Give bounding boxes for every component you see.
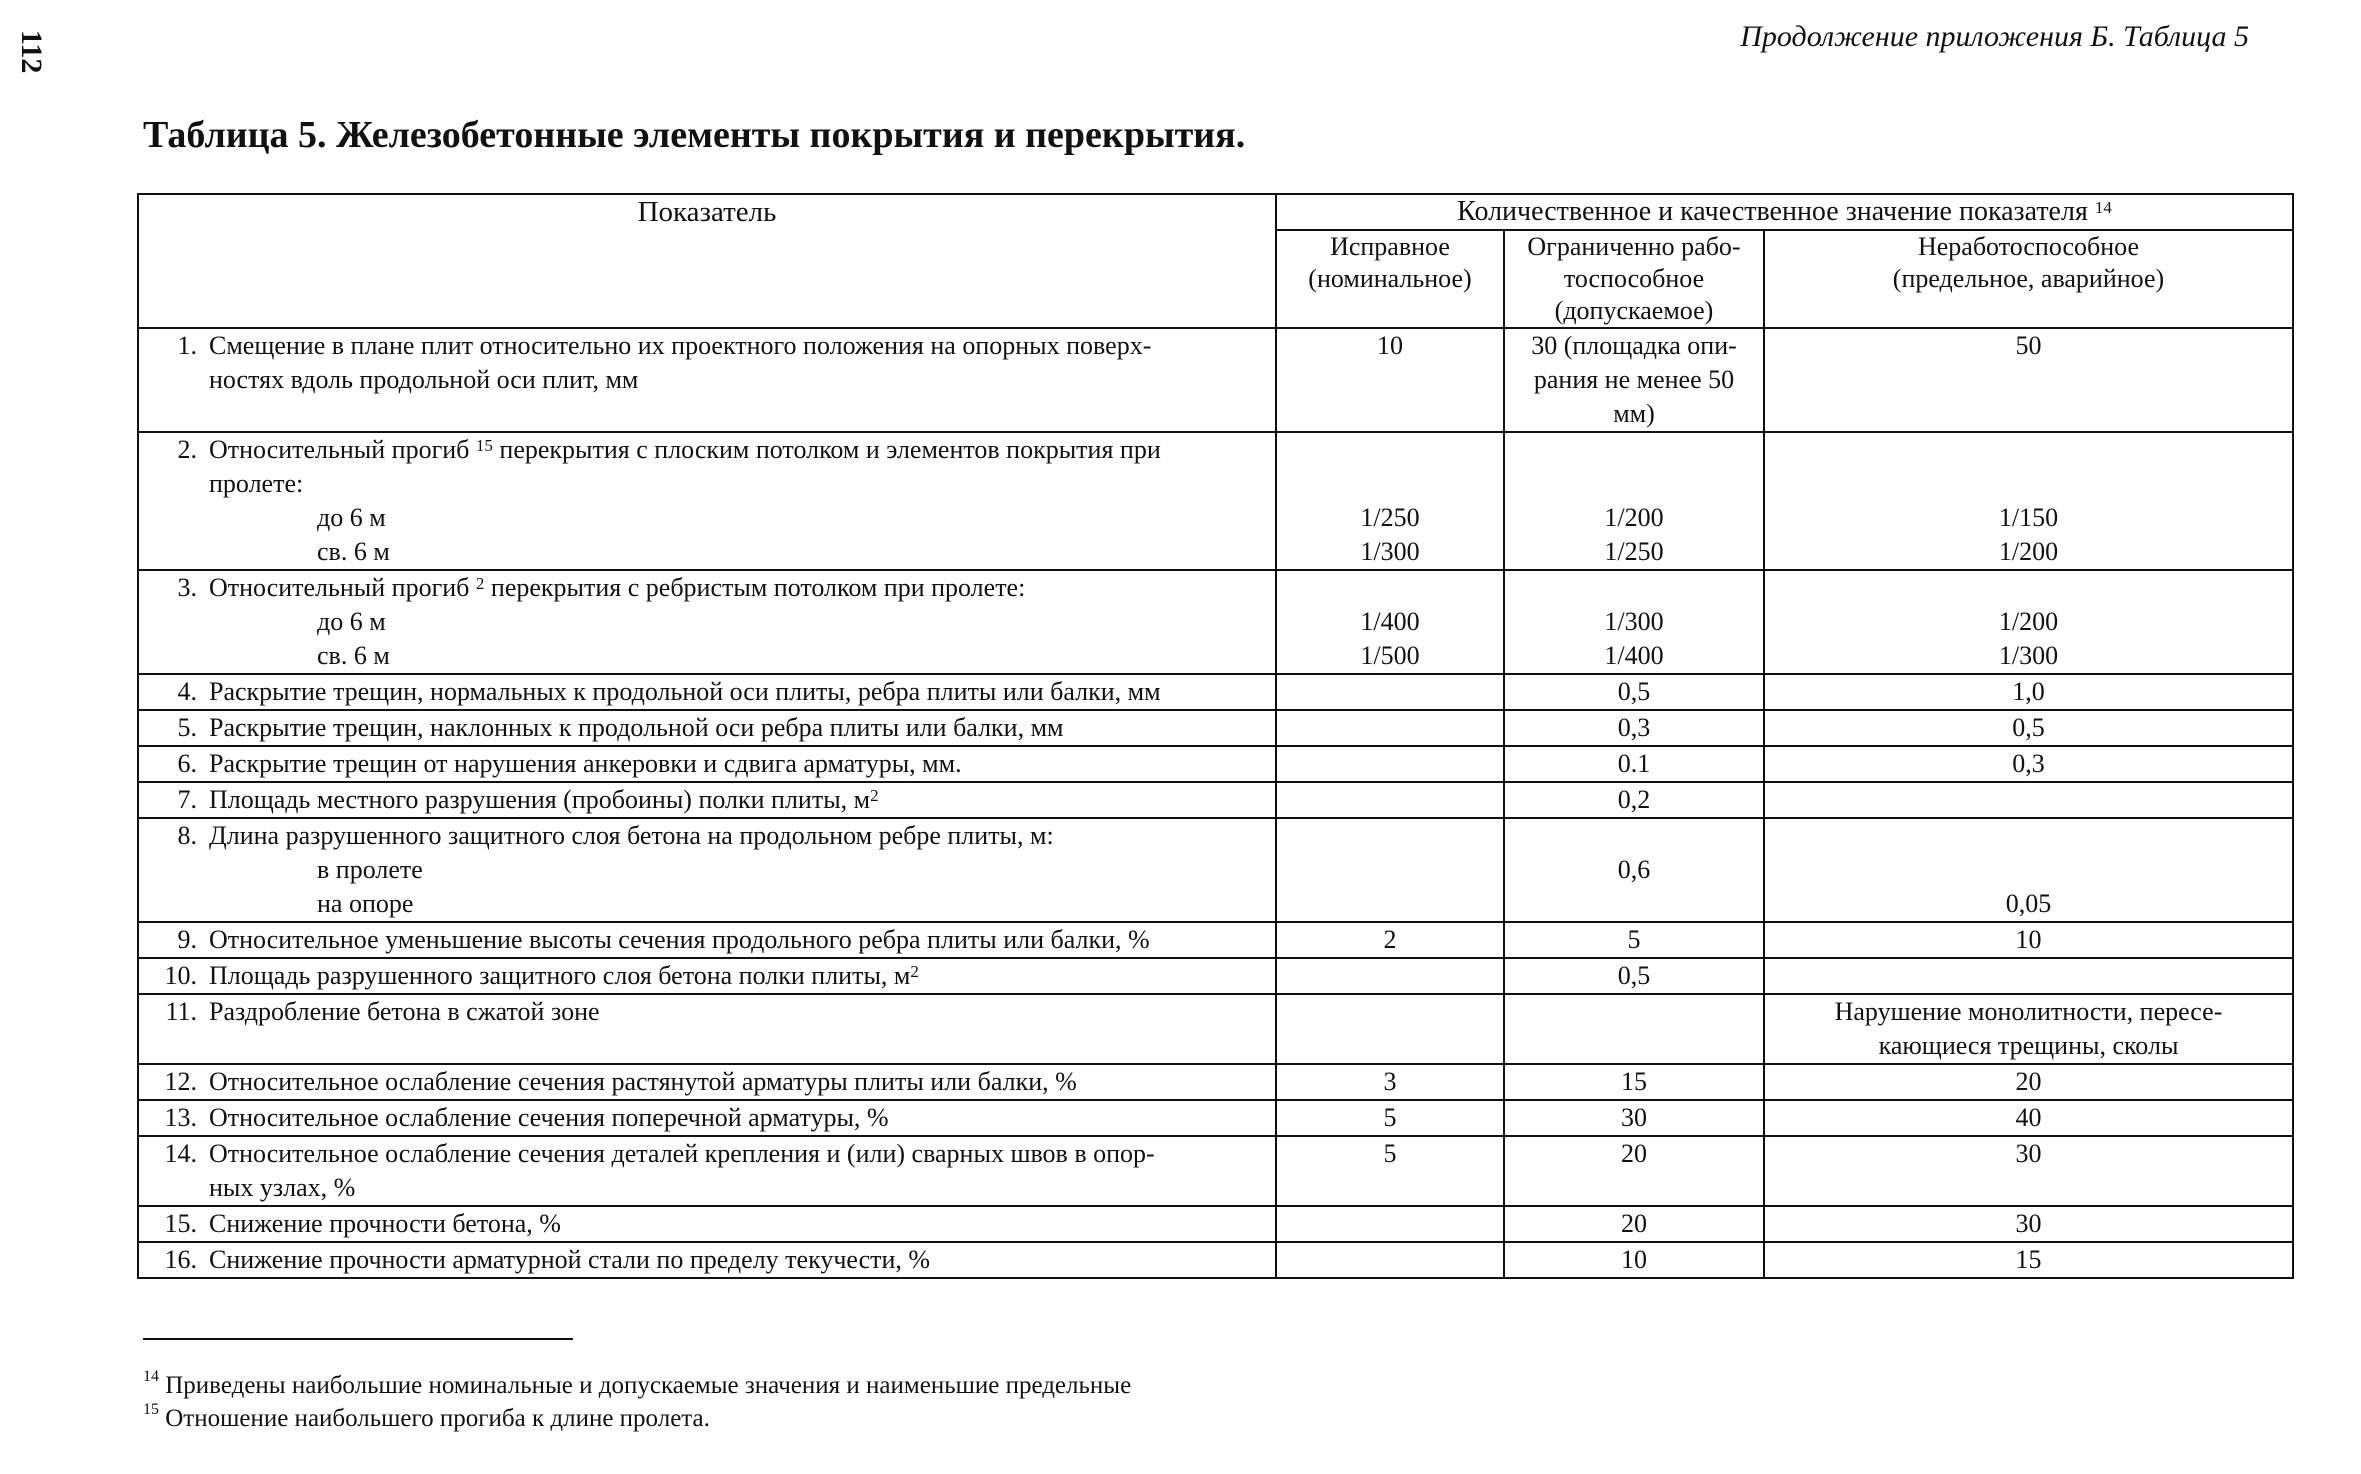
row-label <box>209 1243 1267 1277</box>
value-serviceable <box>1276 818 1504 922</box>
value-line: 1/150 <box>1998 503 2059 532</box>
row-label <box>209 675 1267 709</box>
footnote-mark: 15 <box>143 1401 159 1418</box>
table-row <box>138 328 2293 432</box>
header-indicator: Показатель <box>138 194 1276 328</box>
header-col-serviceable <box>1276 230 1504 328</box>
row-label-line: Относительный прогиб <box>209 435 470 464</box>
value-line: 0,3 <box>2012 749 2045 778</box>
value-line: 5 <box>1383 1139 1397 1168</box>
header-group-note: 14 <box>2094 198 2112 217</box>
value-inoperable <box>1764 746 2293 782</box>
value-inoperable <box>1764 782 2293 818</box>
indicators-table <box>137 193 2294 1279</box>
spacer <box>1773 433 2284 467</box>
value-limited <box>1504 570 1764 674</box>
row-label <box>209 923 1267 957</box>
value-limited <box>1504 328 1764 432</box>
table-row <box>138 674 2293 710</box>
row-label-line: Относительный прогиб <box>209 573 470 602</box>
header-col2-line: тоспособное <box>1563 264 1705 293</box>
running-head: Продолжение приложения Б. Таблица 5 <box>1740 20 2249 53</box>
value-line: 1/400 <box>1360 607 1420 636</box>
row-number: 15. <box>164 1209 197 1238</box>
table-row <box>138 432 2293 570</box>
value-inoperable <box>1764 1242 2293 1278</box>
row-label <box>209 1065 1267 1099</box>
row-indicator <box>138 958 1276 994</box>
value-line: 0.1 <box>1617 749 1651 778</box>
value-serviceable <box>1276 1206 1504 1242</box>
row-sublabel: св. 6 м <box>317 641 390 670</box>
row-indicator <box>138 710 1276 746</box>
value-line: рания не менее 50 <box>1533 365 1735 394</box>
header-col2-line: Ограниченно рабо- <box>1527 232 1741 261</box>
row-number: 8. <box>177 821 197 850</box>
row-label-line: Раскрытие трещин от нарушения анкеровки и сдвига арматуры, мм. <box>209 749 962 778</box>
table-row <box>138 1206 2293 1242</box>
value-serviceable <box>1276 674 1504 710</box>
header-col1-line: (номинальное) <box>1308 264 1472 293</box>
row-number: 12. <box>164 1067 197 1096</box>
row-label-line: ных узлах, % <box>209 1173 356 1202</box>
row-sublabel: св. 6 м <box>317 537 390 566</box>
row-number: 2. <box>177 435 197 464</box>
row-number: 14. <box>164 1139 197 1168</box>
value-serviceable <box>1276 328 1504 432</box>
row-indicator <box>138 922 1276 958</box>
value-line: 0,05 <box>2005 889 2052 918</box>
value-line: 0,5 <box>2012 713 2045 742</box>
row-label <box>209 959 1267 993</box>
spacer <box>1773 467 2284 501</box>
row-label-line: перекрытия с плоским потолком и элементов покрытия при <box>499 435 1161 464</box>
value-limited <box>1504 922 1764 958</box>
value-line: 15 <box>2015 1245 2042 1274</box>
value-inoperable <box>1764 1100 2293 1136</box>
value-serviceable <box>1276 710 1504 746</box>
value-line: 10 <box>1377 331 1403 360</box>
footnote-mark: 14 <box>143 1368 159 1385</box>
row-number: 4. <box>177 677 197 706</box>
table-row <box>138 782 2293 818</box>
value-limited <box>1504 1242 1764 1278</box>
table-row <box>138 994 2293 1064</box>
table-row <box>138 570 2293 674</box>
value-line: 20 <box>1621 1139 1647 1168</box>
value-line: 1/200 <box>1604 503 1664 532</box>
footnote-ref: 2 <box>475 574 485 593</box>
row-label-line: Раздробление бетона в сжатой зоне <box>209 997 600 1026</box>
value-serviceable <box>1276 1136 1504 1206</box>
row-label-line: Снижение прочности арматурной стали по пределу текучести, % <box>209 1245 931 1274</box>
row-label <box>209 1101 1267 1135</box>
value-serviceable <box>1276 958 1504 994</box>
unit-superscript: 2 <box>870 786 879 805</box>
value-line: 0,5 <box>1617 961 1651 990</box>
value-line: 1/300 <box>1998 641 2059 670</box>
value-line: 50 <box>2015 331 2042 360</box>
row-indicator <box>138 432 1276 570</box>
row-label-line: Длина разрушенного защитного слоя бетона на продольном ребре плиты, м: <box>209 821 1054 850</box>
header-col1-line: Исправное <box>1330 232 1450 261</box>
value-limited <box>1504 1064 1764 1100</box>
value-serviceable <box>1276 1064 1504 1100</box>
table-row <box>138 1136 2293 1206</box>
row-number: 6. <box>177 749 197 778</box>
header-col2-line: (допускаемое) <box>1554 296 1714 325</box>
value-line: 1/200 <box>1998 607 2059 636</box>
spacer <box>1773 819 2284 853</box>
value-inoperable <box>1764 710 2293 746</box>
value-inoperable <box>1764 432 2293 570</box>
value-line: 0,2 <box>1617 785 1651 814</box>
value-line: Нарушение монолитности, пересе- <box>1834 997 2223 1026</box>
row-indicator <box>138 674 1276 710</box>
value-limited <box>1504 818 1764 922</box>
value-inoperable <box>1764 1064 2293 1100</box>
value-line: 15 <box>1621 1067 1647 1096</box>
spacer <box>1285 433 1495 467</box>
table-title: Таблица 5. Железобетонные элементы покрытия и перекрытия. <box>143 114 1246 156</box>
footnote-ref: 15 <box>475 436 493 455</box>
value-line: 30 <box>2015 1209 2042 1238</box>
value-line: 2 <box>1383 925 1397 954</box>
value-inoperable <box>1764 674 2293 710</box>
row-label <box>209 711 1267 745</box>
value-line: 0,3 <box>1617 713 1651 742</box>
value-line: 30 <box>1621 1103 1647 1132</box>
table-row <box>138 958 2293 994</box>
spacer <box>1513 819 1755 853</box>
value-line: 1/400 <box>1604 641 1664 670</box>
header-col3-line: Неработоспособное <box>1917 232 2140 261</box>
row-label-line: Смещение в плане плит относительно их проектного положения на опорных поверх- <box>209 331 1152 360</box>
value-line: 5 <box>1383 1103 1397 1132</box>
footnote-divider <box>143 1338 573 1340</box>
row-number: 3. <box>177 573 197 602</box>
table-row <box>138 1064 2293 1100</box>
header-group <box>1276 194 2293 230</box>
value-line: 1/500 <box>1360 641 1420 670</box>
row-label <box>209 747 1267 781</box>
row-label-line: Относительное ослабление сечения растянутой арматуры плиты или балки, % <box>209 1067 1077 1096</box>
value-inoperable <box>1764 818 2293 922</box>
header-col-limited <box>1504 230 1764 328</box>
row-label-line: Площадь местного разрушения (пробоины) полки плиты, м <box>209 785 871 814</box>
row-indicator <box>138 1136 1276 1206</box>
row-label-line: Снижение прочности бетона, % <box>209 1209 561 1238</box>
value-line: 40 <box>2015 1103 2042 1132</box>
row-label <box>209 995 1267 1029</box>
value-limited <box>1504 1136 1764 1206</box>
value-line: 1,0 <box>2012 677 2045 706</box>
value-line: 3 <box>1383 1067 1397 1096</box>
footnote-text: Приведены наибольшие номинальные и допускаемые значения и наименьшие предельные <box>165 1372 1132 1399</box>
value-line: 10 <box>1621 1245 1647 1274</box>
value-limited <box>1504 958 1764 994</box>
spacer <box>1513 571 1755 605</box>
row-sublabel: в пролете <box>317 855 423 884</box>
row-indicator <box>138 1100 1276 1136</box>
value-limited <box>1504 674 1764 710</box>
value-line: 20 <box>2015 1067 2042 1096</box>
value-serviceable <box>1276 746 1504 782</box>
value-limited <box>1504 782 1764 818</box>
value-line: 0,6 <box>1617 855 1651 884</box>
value-limited <box>1504 1206 1764 1242</box>
value-serviceable <box>1276 432 1504 570</box>
header-col3-line: (предельное, аварийное) <box>1892 264 2165 293</box>
table-row <box>138 710 2293 746</box>
spacer <box>1285 571 1495 605</box>
row-label <box>209 433 1267 501</box>
table-row <box>138 922 2293 958</box>
value-inoperable <box>1764 1206 2293 1242</box>
row-number: 5. <box>177 713 197 742</box>
value-line: 30 <box>2015 1139 2042 1168</box>
row-sublabel: до 6 м <box>317 503 386 532</box>
row-label <box>209 329 1267 397</box>
row-indicator <box>138 746 1276 782</box>
row-number: 11. <box>165 997 197 1026</box>
row-sublabel: до 6 м <box>317 607 386 636</box>
table-row <box>138 1100 2293 1136</box>
value-line: 20 <box>1621 1209 1647 1238</box>
unit-superscript: 2 <box>910 962 919 981</box>
value-line: 1/250 <box>1604 537 1664 566</box>
value-line: мм) <box>1613 399 1655 428</box>
row-label-line: Площадь разрушенного защитного слоя бетона полки плиты, м <box>209 961 911 990</box>
row-indicator <box>138 818 1276 922</box>
row-label <box>209 1137 1267 1205</box>
table-row <box>138 746 2293 782</box>
row-sublabel: на опоре <box>317 889 414 918</box>
row-label-line: пролете: <box>209 469 304 498</box>
value-serviceable <box>1276 922 1504 958</box>
value-line: 0,5 <box>1617 677 1651 706</box>
value-serviceable <box>1276 1100 1504 1136</box>
row-indicator <box>138 1206 1276 1242</box>
header-group-label: Количественное и качественное значение показателя <box>1457 196 2088 227</box>
header-row-1 <box>138 194 2293 230</box>
row-label <box>209 783 1267 817</box>
value-line: кающиеся трещины, сколы <box>1878 1031 2179 1060</box>
row-label <box>209 571 1267 605</box>
spacer <box>1773 853 2284 887</box>
value-line: 5 <box>1627 925 1641 954</box>
value-line: 1/250 <box>1360 503 1420 532</box>
value-line: 1/300 <box>1360 537 1420 566</box>
header-col-inoperable <box>1764 230 2293 328</box>
row-label-line: Относительное ослабление сечения поперечной арматуры, % <box>209 1103 889 1132</box>
row-label <box>209 1207 1267 1241</box>
value-inoperable <box>1764 994 2293 1064</box>
footnote-14 <box>143 1368 1132 1400</box>
row-indicator <box>138 994 1276 1064</box>
row-label-line: Относительное уменьшение высоты сечения продольного ребра плиты или балки, % <box>209 925 1150 954</box>
row-number: 10. <box>164 961 197 990</box>
table-row <box>138 818 2293 922</box>
value-inoperable <box>1764 1136 2293 1206</box>
value-limited <box>1504 746 1764 782</box>
value-line: 1/200 <box>1998 537 2059 566</box>
row-number: 13. <box>164 1103 197 1132</box>
value-serviceable <box>1276 1242 1504 1278</box>
footnote-15 <box>143 1401 710 1433</box>
value-serviceable <box>1276 570 1504 674</box>
value-inoperable <box>1764 328 2293 432</box>
row-number: 1. <box>177 331 197 360</box>
page-number: 112 <box>15 30 48 74</box>
value-serviceable <box>1276 782 1504 818</box>
row-number: 7. <box>177 785 197 814</box>
footnote-text: Отношение наибольшего прогиба к длине пролета. <box>165 1405 710 1432</box>
value-limited <box>1504 994 1764 1064</box>
spacer <box>1513 433 1755 467</box>
spacer <box>1773 571 2284 605</box>
row-label-line: Раскрытие трещин, наклонных к продольной оси ребра плиты или балки, мм <box>209 713 1064 742</box>
value-limited <box>1504 710 1764 746</box>
row-label-line: Относительное ослабление сечения деталей крепления и (или) сварных швов в опор- <box>209 1139 1155 1168</box>
row-indicator <box>138 1064 1276 1100</box>
spacer <box>1513 467 1755 501</box>
table-row <box>138 1242 2293 1278</box>
value-line: 30 (площадка опи- <box>1531 331 1737 360</box>
row-number: 9. <box>177 925 197 954</box>
row-number: 16. <box>164 1245 197 1274</box>
value-limited <box>1504 1100 1764 1136</box>
row-indicator <box>138 1242 1276 1278</box>
value-inoperable <box>1764 922 2293 958</box>
row-label-line: Раскрытие трещин, нормальных к продольной оси плиты, ребра плиты или балки, мм <box>209 677 1161 706</box>
value-line: 10 <box>2015 925 2042 954</box>
row-label-line: ностях вдоль продольной оси плит, мм <box>209 365 639 394</box>
value-inoperable <box>1764 958 2293 994</box>
value-serviceable <box>1276 994 1504 1064</box>
row-label <box>209 819 1267 853</box>
value-inoperable <box>1764 570 2293 674</box>
spacer <box>1285 467 1495 501</box>
value-line: 1/300 <box>1604 607 1664 636</box>
value-limited <box>1504 432 1764 570</box>
row-indicator <box>138 328 1276 432</box>
row-label-line: перекрытия с ребристым потолком при пролете: <box>490 573 1026 602</box>
row-indicator <box>138 782 1276 818</box>
row-indicator <box>138 570 1276 674</box>
